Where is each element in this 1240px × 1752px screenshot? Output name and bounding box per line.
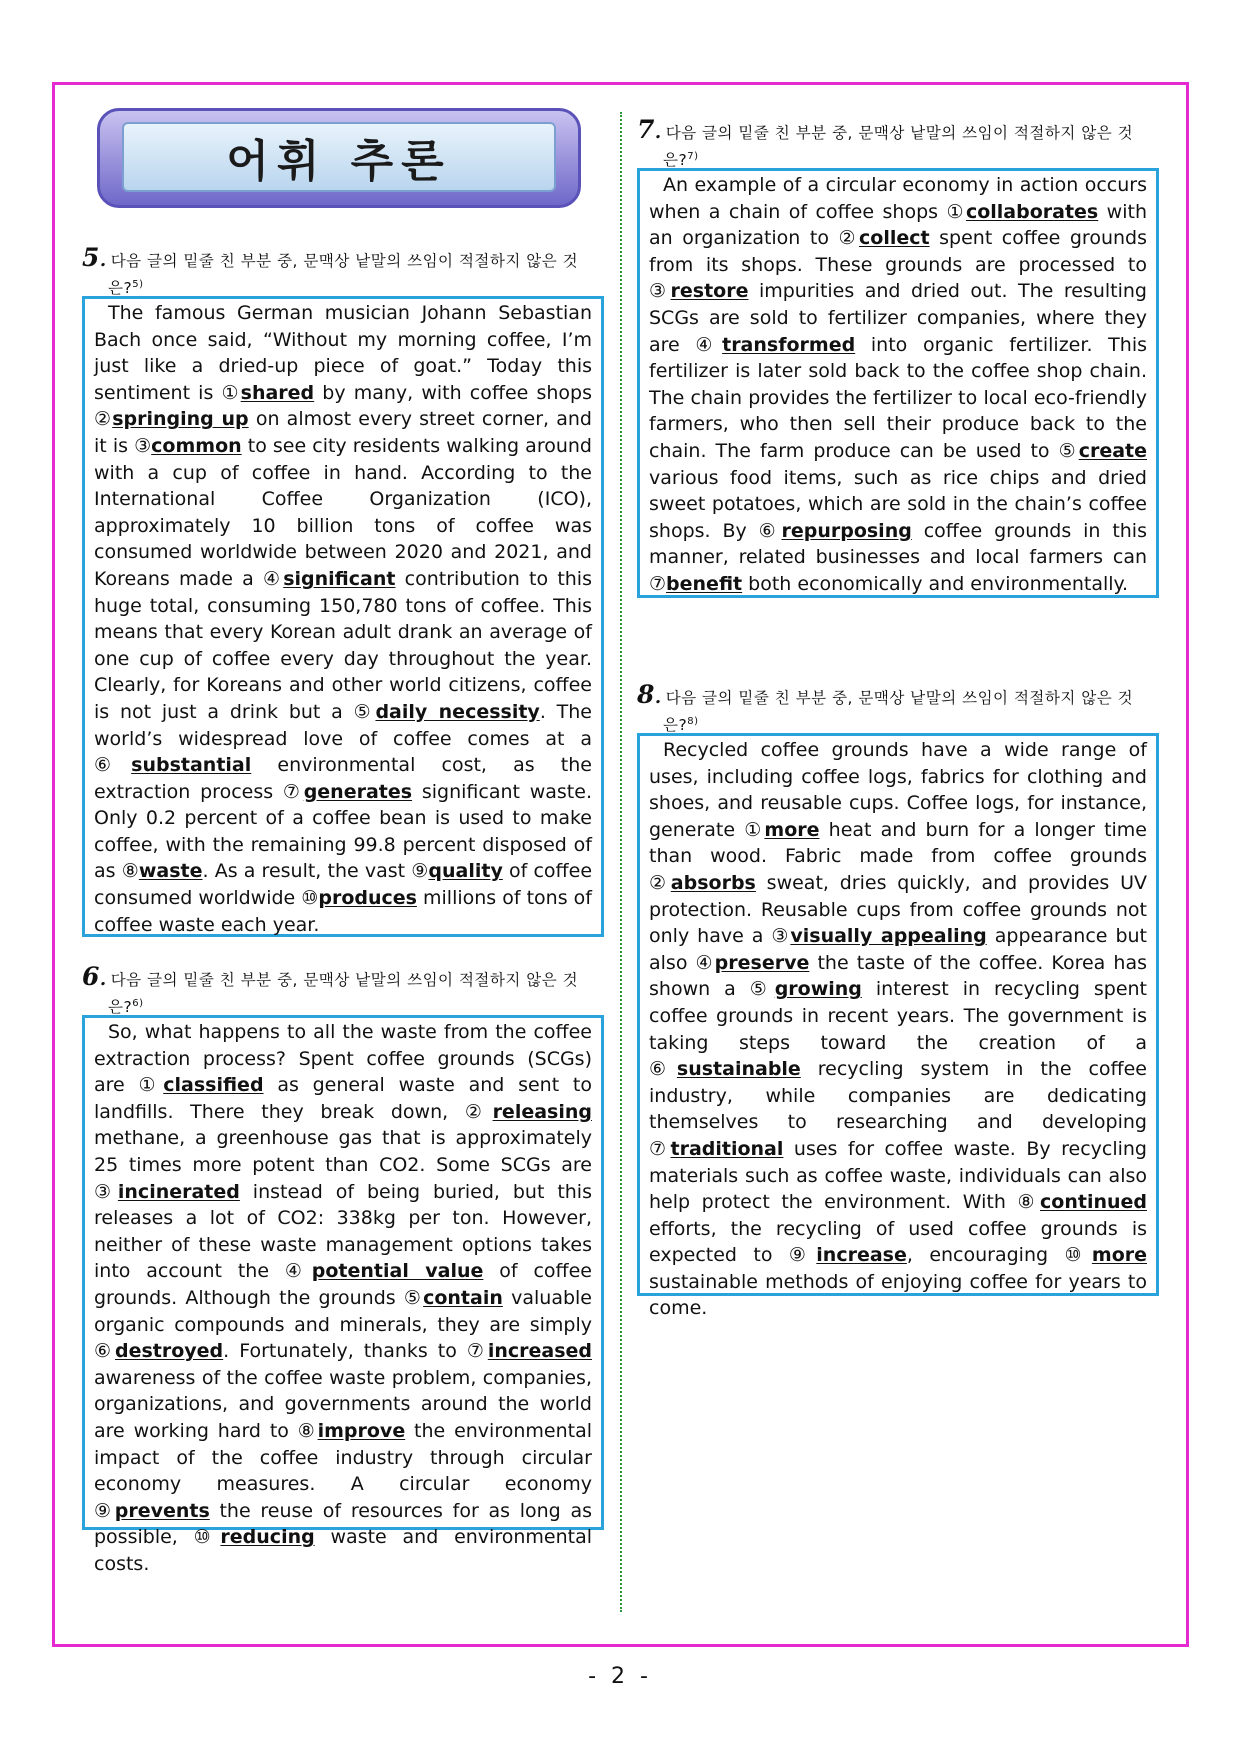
passage-segment: instead of being buried, but this releases a lot of CO2: 338kg per ton. However, neither of these waste management options takes into account the ④ (94, 1180, 592, 1283)
question-7-header: 7. 다음 글의 밑줄 친 부분 중, 문맥상 낱말의 쓰임이 적절하지 않은 것 은?$^{7)}$ (637, 115, 1134, 170)
underlined-word: shared (240, 381, 315, 404)
underlined-word: repurposing (781, 519, 912, 542)
underlined-word: collect (859, 227, 930, 250)
question-number: 8. (637, 680, 662, 709)
passage-segment: . The world’s widespread love of coffee comes at a ⑥ (94, 700, 592, 777)
question-number: 5. (82, 243, 107, 272)
passage-segment: sweat, dries quickly, and provides UV protection. Reusable cups from coffee grounds not only have a ③ (649, 871, 1147, 948)
passage-segment: the environmental impact of the coffee industry through circular economy measures. A circular economy ⑨ (94, 1419, 592, 1522)
underlined-word: significant (283, 567, 396, 590)
passage-segment: sustainable methods of enjoying coffee for years to come. (649, 1270, 1147, 1320)
passage-segment: of coffee grounds. Although the grounds ⑤ (94, 1260, 592, 1309)
passage-segment: with an organization to ② (649, 200, 1147, 250)
passage-segment: to see city residents walking around with a cup of coffee in hand. According to the International Coffee Organization (ICO), approximately 10 billion tons of coffee was consumed worldwide between 2020 and 2021, and Koreans made a ④ (94, 434, 592, 590)
passage-segment: on almost every street corner, and it is ③ (94, 408, 592, 457)
passage-segment: An example of a circular economy in action occurs when a chain of coffee shops ① (649, 174, 1147, 223)
underlined-word: waste (138, 860, 203, 883)
passage-segment: contribution to this huge total, consuming 150,780 tons of coffee. This means that every Korean adult drank an average of one cup of coffee every day throughout the year. Clearly, for Koreans and other world citizens, coffee is not just a drink but a ⑤ (94, 567, 592, 723)
section-banner (97, 108, 581, 208)
passage-segment: uses for coffee waste. By recycling materials such as coffee waste, individuals can also help protect the environment. With ⑧ (649, 1137, 1147, 1214)
passage-segment: awareness of the coffee waste problem, companies, organizations, and governments around the world are working hard to ⑧ (94, 1366, 592, 1442)
underlined-word: generates (303, 780, 413, 803)
passage-segment: efforts, the recycling of used coffee grounds is expected to ⑨ (649, 1217, 1147, 1267)
passage-segment: appearance but also ④ (649, 925, 1147, 974)
passage-segment: . As a result, the vast ⑨ (202, 860, 429, 883)
passage-segment: of coffee consumed worldwide ⑩ (94, 860, 593, 910)
underlined-word: collaborates (965, 200, 1099, 223)
passage-segment: heat and burn for a longer time than wood. Fabric made from coffee grounds ② (649, 818, 1147, 894)
underlined-word: transformed (722, 333, 856, 356)
underlined-word: potential value (311, 1260, 484, 1283)
underlined-word: more (764, 818, 820, 841)
question-8-header: 8. 다음 글의 밑줄 친 부분 중, 문맥상 낱말의 쓰임이 적절하지 않은 것 은?$^{8)}$ (637, 680, 1134, 735)
passage-segment: coffee grounds in this manner, related businesses and local farmers can ⑦ (649, 519, 1147, 595)
underlined-word: prevents (114, 1499, 210, 1522)
underlined-word: create (1078, 439, 1147, 462)
passage-text (94, 300, 592, 938)
passage-segment: both economically and environmentally. (742, 572, 1129, 595)
underlined-word: restore (670, 280, 749, 303)
underlined-word: visually appealing (790, 925, 987, 948)
underlined-word: improve (317, 1419, 406, 1442)
passage-segment: various food items, such as rice chips and dried sweet potatoes, which are sold in the chain’s coffee shops. By ⑥ (649, 466, 1147, 542)
passage-segment: millions of tons of coffee waste each year. (94, 887, 592, 936)
column-divider (620, 112, 622, 1612)
footnote-ref: 7) (687, 151, 699, 162)
underlined-word: increased (487, 1340, 592, 1363)
passage-segment: Recycled coffee grounds have a wide range of uses, including coffee logs, fabrics for clothing and shoes, and reusable cups. Coffee logs, for instance, generate ① (649, 739, 1147, 841)
underlined-word: growing (774, 978, 862, 1001)
underlined-word: daily necessity (375, 700, 540, 723)
passage-segment: valuable organic compounds and minerals, they are simply ⑥ (94, 1286, 592, 1363)
passage-segment: spent coffee grounds from its shops. These grounds are processed to ③ (649, 227, 1147, 303)
underlined-word: springing up (112, 408, 249, 431)
passage-segment: by many, with coffee shops ② (94, 381, 592, 431)
passage-segment: recycling system in the coffee industry, while companies are dedicating themselves to researching and developing ⑦ (649, 1058, 1147, 1160)
passage-segment: The famous German musician Johann Sebastian Bach once said, “Without my morning coffee, I’m just like a dried-up piece of goat.” Today this sentiment is ① (94, 302, 592, 404)
question-number: 7. (637, 115, 662, 144)
passage-box (637, 733, 1159, 1320)
passage-segment: impurities and dried out. The resulting SCGs are sold to fertilizer companies, where they are ④ (649, 280, 1147, 356)
passage-box (637, 168, 1159, 598)
passage-segment: interest in recycling spent coffee grounds in recent years. The government is taking steps toward the creation of a ⑥ (649, 978, 1147, 1081)
footnote-ref: 5) (132, 279, 144, 290)
passage-segment: significant waste. Only 0.2 percent of a coffee bean is used to make coffee, with the remaining 99.8 percent disposed of as ⑧ (94, 780, 592, 883)
passage-text (649, 172, 1147, 598)
question-prompt: 다음 글의 밑줄 친 부분 중, 문맥상 낱말의 쓰임이 적절하지 않은 것 (665, 124, 1134, 142)
footnote-ref: 8) (687, 716, 699, 727)
underlined-word: substantial (131, 754, 252, 777)
passage-segment: So, what happens to all the waste from the coffee extraction process? Spent coffee grounds (SCGs) are ① (94, 1021, 592, 1097)
question-6-header: 6. 다음 글의 밑줄 친 부분 중, 문맥상 낱말의 쓰임이 적절하지 않은 것 은?$^{6)}$ (82, 962, 579, 1017)
underlined-word: more (1091, 1244, 1147, 1267)
passage-segment: the reuse of resources for as long as possible, ⑩ (94, 1499, 592, 1549)
passage-segment: . Fortunately, thanks to ⑦ (223, 1340, 488, 1363)
passage-segment: environmental cost, as the extraction process ⑦ (94, 754, 592, 803)
underlined-word: benefit (666, 572, 743, 595)
passage-segment: into organic fertilizer. This fertilizer is later sold back to the coffee shop chain. The chain provides the fertilizer to local eco-friendly farmers, who then sell their produce back to the chain. The farm produce can be used to ⑤ (649, 333, 1147, 462)
section-title: 어휘 추론 (122, 122, 556, 192)
passage-text (649, 737, 1147, 1322)
underlined-word: increase (816, 1244, 907, 1267)
passage-box (82, 1015, 604, 1575)
underlined-word: preserve (714, 951, 810, 974)
underlined-word: continued (1040, 1191, 1147, 1214)
question-prompt: 다음 글의 밑줄 친 부분 중, 문맥상 낱말의 쓰임이 적절하지 않은 것 (110, 252, 579, 270)
underlined-word: reducing (220, 1526, 315, 1549)
passage-text (94, 1019, 592, 1577)
underlined-word: absorbs (670, 871, 756, 894)
underlined-word: classified (163, 1074, 264, 1097)
underlined-word: sustainable (676, 1058, 801, 1081)
underlined-word: traditional (670, 1137, 784, 1160)
underlined-word: destroyed (114, 1340, 224, 1363)
underlined-word: common (151, 434, 242, 457)
passage-segment: as general waste and sent to landfills. There they break down, ② (94, 1074, 592, 1123)
underlined-word: releasing (492, 1100, 592, 1123)
underlined-word: produces (318, 887, 417, 910)
underlined-word: contain (423, 1286, 503, 1309)
page-number: - 2 - (588, 1664, 652, 1689)
question-number: 6. (82, 962, 107, 991)
underlined-word: incinerated (117, 1180, 240, 1203)
question-5-header: 5. 다음 글의 밑줄 친 부분 중, 문맥상 낱말의 쓰임이 적절하지 않은 것 은?$^{5)}$ (82, 243, 579, 298)
passage-segment: waste and environmental costs. (94, 1526, 592, 1575)
question-prompt: 다음 글의 밑줄 친 부분 중, 문맥상 낱말의 쓰임이 적절하지 않은 것 (665, 689, 1134, 707)
passage-segment: , encouraging ⑩ (906, 1244, 1092, 1267)
passage-segment: methane, a greenhouse gas that is approximately 25 times more potent than CO2. Some SCGs are ③ (94, 1127, 592, 1203)
passage-segment: the taste of the coffee. Korea has shown a ⑤ (649, 951, 1147, 1001)
underlined-word: quality (428, 860, 503, 883)
footnote-ref: 6) (132, 998, 144, 1009)
question-prompt: 다음 글의 밑줄 친 부분 중, 문맥상 낱말의 쓰임이 적절하지 않은 것 (110, 971, 579, 989)
passage-box (82, 296, 604, 937)
